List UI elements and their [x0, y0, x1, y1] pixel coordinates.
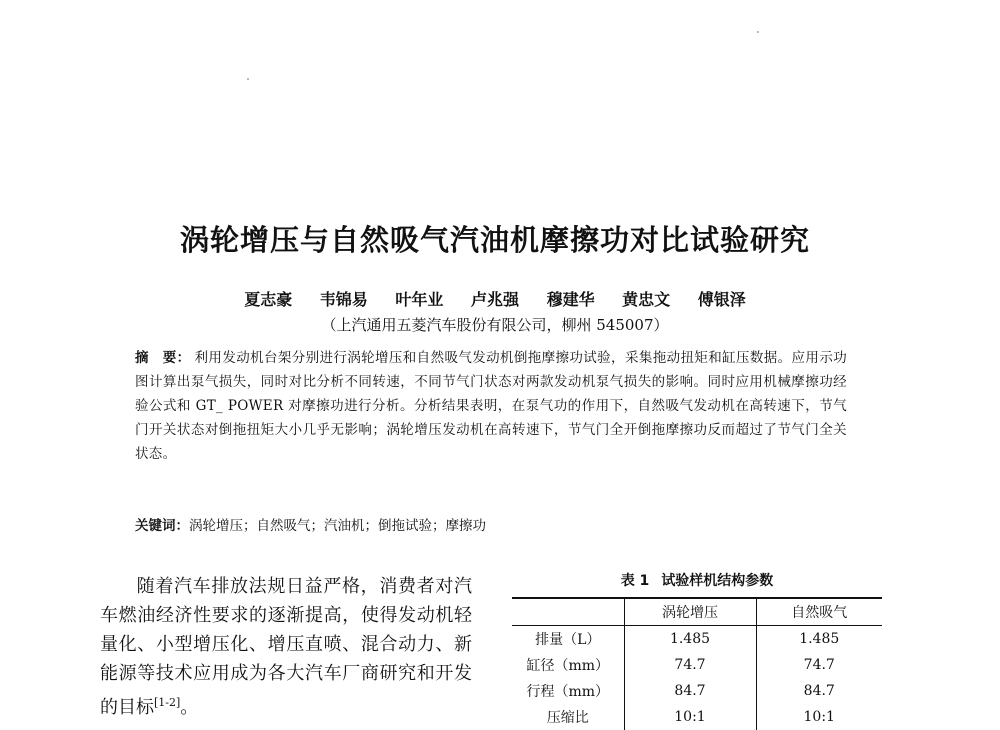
body-end: 。 — [180, 697, 199, 718]
table-caption-text: 试验样机结构参数 — [661, 573, 774, 589]
author-name: 穆建华 — [546, 290, 595, 309]
abstract — [135, 346, 847, 466]
citation: [1-2] — [154, 696, 181, 709]
table-number: 表 1 — [620, 573, 650, 589]
table-row — [512, 678, 882, 704]
table-cell: 74.7 — [624, 652, 756, 678]
affiliation: （上汽通用五菱汽车股份有限公司，柳州 545007） — [321, 316, 669, 334]
scan-speck — [247, 78, 249, 80]
scan-speck — [757, 31, 759, 33]
table-row — [512, 652, 882, 678]
table-cell: 缸径（mm） — [526, 658, 610, 674]
author-name: 黄忠文 — [622, 290, 671, 309]
table-cell: 84.7 — [624, 678, 756, 704]
paper-title: 涡轮增压与自然吸气汽油机摩擦功对比试验研究 — [179, 223, 810, 257]
author-name: 韦锦易 — [319, 290, 368, 309]
author-name: 卢兆强 — [470, 290, 519, 309]
body-text: 随着汽车排放法规日益严格，消费者对汽车燃油经济性要求的逐渐提高，使得发动机轻量化、小型增压化、增压直喷、混合动力、新能源等技术应用成为各大汽车厂商研究和开发的目标 — [100, 576, 472, 718]
table-row — [512, 704, 882, 730]
table-cell: 74.7 — [756, 652, 882, 678]
keywords — [135, 514, 847, 534]
author-name: 傅银泽 — [697, 290, 746, 309]
table-cell: 1.485 — [624, 626, 756, 653]
abstract-text: 利用发动机台架分别进行涡轮增压和自然吸气发动机倒拖摩擦功试验，采集拖动扭矩和缸压数据。应用示功图计算出泵气损失，同时对比分析不同转速，不同节气门状态对两款发动机泵气损失的影响。同时应用机械摩擦功经验公式和 GT_ POWER 对摩擦功进行分析。分析结果表明，在泵气功的作用下，自然吸气发动机在高转速下，节气门开关状态对倒拖扭矩大小几乎无影响；涡轮增压发动机在高转速下，节气门全开倒拖摩擦功反而超过了节气门全关状态。 — [135, 350, 847, 462]
keywords-text: 涡轮增压；自然吸气；汽油机；倒拖试验；摩擦功 — [189, 518, 486, 534]
table-header: 自然吸气 — [756, 598, 882, 626]
table-row — [512, 626, 882, 653]
abstract-label: 摘 要： — [135, 350, 191, 366]
table-cell: 行程（mm） — [526, 684, 610, 700]
body-paragraph — [100, 572, 472, 722]
table-cell: 10:1 — [624, 704, 756, 730]
author-name: 夏志豪 — [244, 290, 293, 309]
author-list — [0, 287, 990, 310]
table-cell: 84.7 — [756, 678, 882, 704]
table-header — [512, 598, 624, 626]
spec-table — [512, 597, 882, 730]
keywords-label: 关键词： — [135, 518, 189, 534]
table-cell: 压缩比 — [546, 710, 589, 726]
table-cell: 1.485 — [756, 626, 882, 653]
table-header: 涡轮增压 — [624, 598, 756, 626]
table-cell: 10:1 — [756, 704, 882, 730]
table-caption — [512, 570, 882, 590]
author-name: 叶年业 — [395, 290, 444, 309]
table-header-row — [512, 598, 882, 626]
table-cell: 排量（L） — [535, 632, 601, 648]
